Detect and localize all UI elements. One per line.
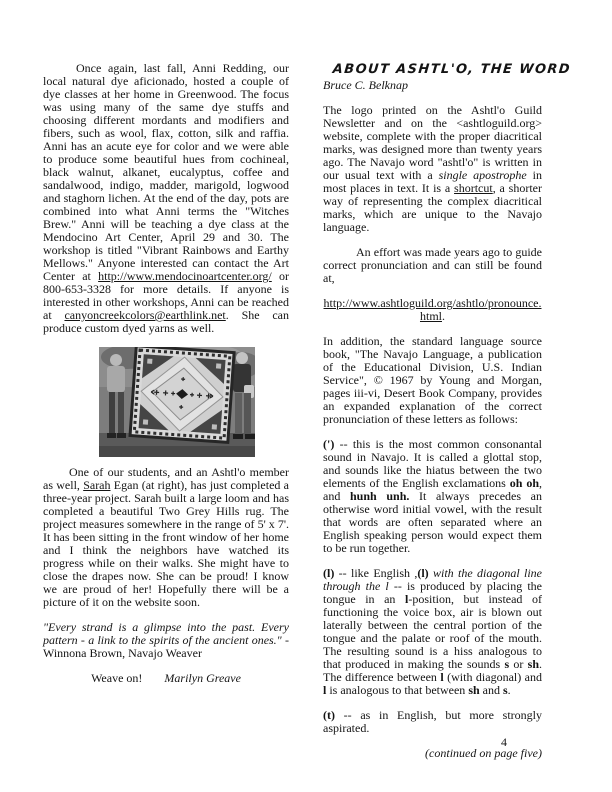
weaver-quote [43, 621, 289, 660]
dye-class-paragraph [43, 62, 289, 335]
link-suffix: . [442, 309, 445, 323]
emphasis-text: single apostrophe [438, 168, 527, 182]
underlined-word: shortcut [454, 181, 493, 195]
paragraph-text: in most places in text. It is a [323, 168, 542, 195]
letter-marker: (') [323, 437, 335, 451]
paragraph-text: (with diagonal) and [443, 670, 542, 684]
bold-text: s [502, 683, 508, 697]
paragraph-text: One of our students, and an Ashtl'o member as well, [43, 465, 289, 492]
barred-l-paragraph [323, 567, 542, 697]
quote-attribution: - Winnona Brown, Navajo Weaver [43, 633, 290, 660]
left-column [43, 62, 289, 697]
author-name: Marilyn Greave [164, 671, 241, 685]
paragraph-text: -- this is the most common consonantal sound in Navajo. It is called a glottal stop, and sounds like the hiatus between the two elements of the English exclamations [323, 437, 542, 490]
paragraph-text: -position, but instead of functioning the voice box, air is blown out laterally between the central portion of the tongue and the palate or roof of the mouth. The resulting sound is a hiss analogous to that produced in making the sounds [323, 592, 542, 671]
article-title: ABOUT ASHTL'O, THE WORD [332, 62, 572, 77]
emphasis-text: with the diagonal line through the l [323, 566, 542, 593]
letter-marker: (t) [323, 708, 335, 722]
bold-text: hunh unh. [350, 489, 410, 503]
bold-text: oh oh [509, 476, 539, 490]
pronounce-link-line2: html [419, 309, 442, 323]
mendocino-art-center-link[interactable]: http://www.mendocinoartcenter.org/ [98, 269, 272, 283]
paragraph-text: or [509, 657, 528, 671]
glottal-stop-paragraph [323, 438, 542, 555]
bold-text: sh [468, 683, 480, 697]
email-link[interactable]: canyoncreekcolors@earthlink.net [64, 308, 226, 322]
paragraph-text: -- as in English, but more strongly aspirated. [323, 708, 542, 735]
paragraph-text: -- is produced by placing the tongue in an [323, 579, 542, 606]
source-book-paragraph: In addition, the standard language source book, "The Navajo Language, a publication of the Educational Division, U.S. Indian Service", © 1967 by Young and Morgan, pages iii-vi, Desert Book Company, provides an expanded explanation of the correct pronunciation of these letters as follows: [323, 334, 542, 426]
rug-photo [99, 347, 255, 457]
paragraph-text: , and [323, 476, 542, 503]
quote-text: "Every strand is a glimpse into the past. Every pattern - a link to the spirits of the ancient ones." [43, 620, 289, 647]
paragraph-text: . The difference between [323, 657, 542, 684]
paragraph-text: and [479, 683, 503, 697]
paragraph-text: , a shorter way of representing the complex diacritical marks, which are unique to the Navajo language. [323, 181, 543, 234]
right-column [323, 62, 572, 772]
paragraph-text: Egan (at right), has just completed a three-year project. Sarah built a large loom and has completed a beautiful Two Grey Hills rug. The project measures somewhere in the range of 5' x 7'. It has been sitting in the front window of her home and I think the neighbors have watched its progress while on their walks. She might have to close the drapes now. She can be proud! I know we are proud of her! Hopefully there will be a picture of it on the website soon. [43, 478, 289, 609]
page-number: 4 [501, 735, 507, 749]
article-byline: Bruce C. Belknap [323, 78, 408, 92]
paragraph-text: -- like English , [334, 566, 418, 580]
signoff [43, 672, 289, 685]
bold-text: s [504, 657, 510, 671]
logo-paragraph [323, 104, 542, 234]
pronounce-link-paragraph [323, 297, 542, 323]
paragraph-text: . [507, 683, 511, 697]
letter-marker: (l) [323, 566, 335, 580]
rug-photo-graphic [99, 347, 255, 457]
paragraph-text: or 800-653-3328 for more details. If anyone is interested in other workshops, Anni can be reached at [43, 269, 290, 322]
bold-text: sh [527, 657, 539, 671]
aspirated-t-paragraph [323, 709, 542, 735]
underlined-name: Sarah [83, 478, 111, 492]
bold-text: (l) [417, 566, 429, 580]
bold-text: l [404, 592, 409, 606]
pronounce-link-line1: http://www.ashtloguild.org/ashtlo/pronounce. [323, 296, 542, 310]
continued-note: (continued on page five) [425, 746, 542, 760]
paragraph-text: . She can produce custom dyed yarns as well. [43, 308, 289, 335]
bold-text: l [323, 683, 327, 697]
paragraph-text: is analogous to that between [326, 683, 469, 697]
paragraph-text: It always precedes an otherwise word initial vowel, with the result that words are often separated where an English speaking person would expect them to be run together. [323, 489, 543, 555]
paragraph-text: The logo printed on the Ashtl'o Guild Newsletter and on the <ashtloguild.org> website, complete with the proper diacritical marks, was designed more than twenty years ago. The Navajo word "ashtl'o" is written in our usual text with a [323, 103, 542, 182]
sarah-egan-paragraph [43, 466, 289, 609]
pronounce-link[interactable] [324, 296, 542, 323]
signoff-text: Weave on! [91, 671, 143, 685]
rug [130, 347, 234, 442]
paragraph-text: Once again, last fall, Anni Redding, our local natural dye aficionado, hosted a couple of dye classes at her home in Greenwood. The focus was using many of the same dye stuffs and choosing different mordants and modifiers and fibers, such as wool, flax, cotton, silk and raffia. Anni has an acute eye for color and we were able to produce some beautiful hues from cochineal, black walnut, alkanet, eucalyptus, coffee and sandalwood, indigo, madder, marigold, logwood and staghorn lichen. At the end of the day, pots are combined into what Anni terms the "Witches Brew." Anni will be teaching a dye class at the Mendocino Art Center, April 29 and 30. The workshop is titled "Vibrant Rainbows and Earthy Mellows." Anyone interested can contact the Art Center at [43, 61, 289, 283]
bold-text: l [440, 670, 444, 684]
pronunciation-effort-paragraph: An effort was made years ago to guide correct pronunciation and can still be found at, [323, 245, 542, 285]
